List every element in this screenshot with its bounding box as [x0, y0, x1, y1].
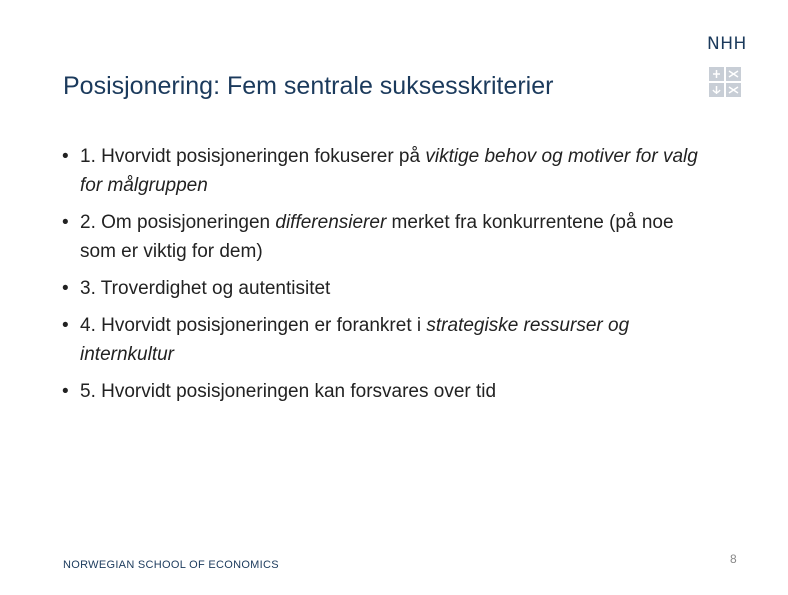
- bullet-text: merket fra konkurrentene (på noe som er viktig for dem): [80, 212, 674, 262]
- slide-title: Posisjonering: Fem sentrale suksesskriterier: [63, 72, 554, 100]
- bullet-text: 2. Om posisjoneringen: [80, 212, 276, 233]
- page-number: 8: [730, 552, 737, 566]
- bullet-text: 1. Hvorvidt posisjoneringen fokuserer på: [80, 146, 426, 167]
- bullet-list: [62, 142, 712, 414]
- bullet-item: [62, 208, 712, 266]
- footer-institution: NORWEGIAN SCHOOL OF ECONOMICS: [63, 559, 279, 571]
- bullet-text: 5. Hvorvidt posisjoneringen kan forsvares over tid: [80, 381, 497, 402]
- bullet-item: [62, 142, 712, 200]
- bullet-emphasis-text: viktige behov og motiver for valg for målgruppen: [80, 146, 698, 196]
- bullet-text: 4. Hvorvidt posisjoneringen er forankret i: [80, 315, 427, 336]
- bullet-emphasis-text: strategiske ressurser og internkultur: [80, 315, 630, 365]
- bullet-item: [62, 274, 712, 303]
- nhh-emblem-icon: [709, 67, 741, 97]
- bullet-emphasis-text: differensierer: [275, 212, 387, 233]
- bullet-text: 3. Troverdighet og autentisitet: [80, 278, 331, 299]
- bullet-item: [62, 311, 712, 369]
- nhh-logo: NHH: [707, 34, 747, 54]
- bullet-item: [62, 377, 712, 406]
